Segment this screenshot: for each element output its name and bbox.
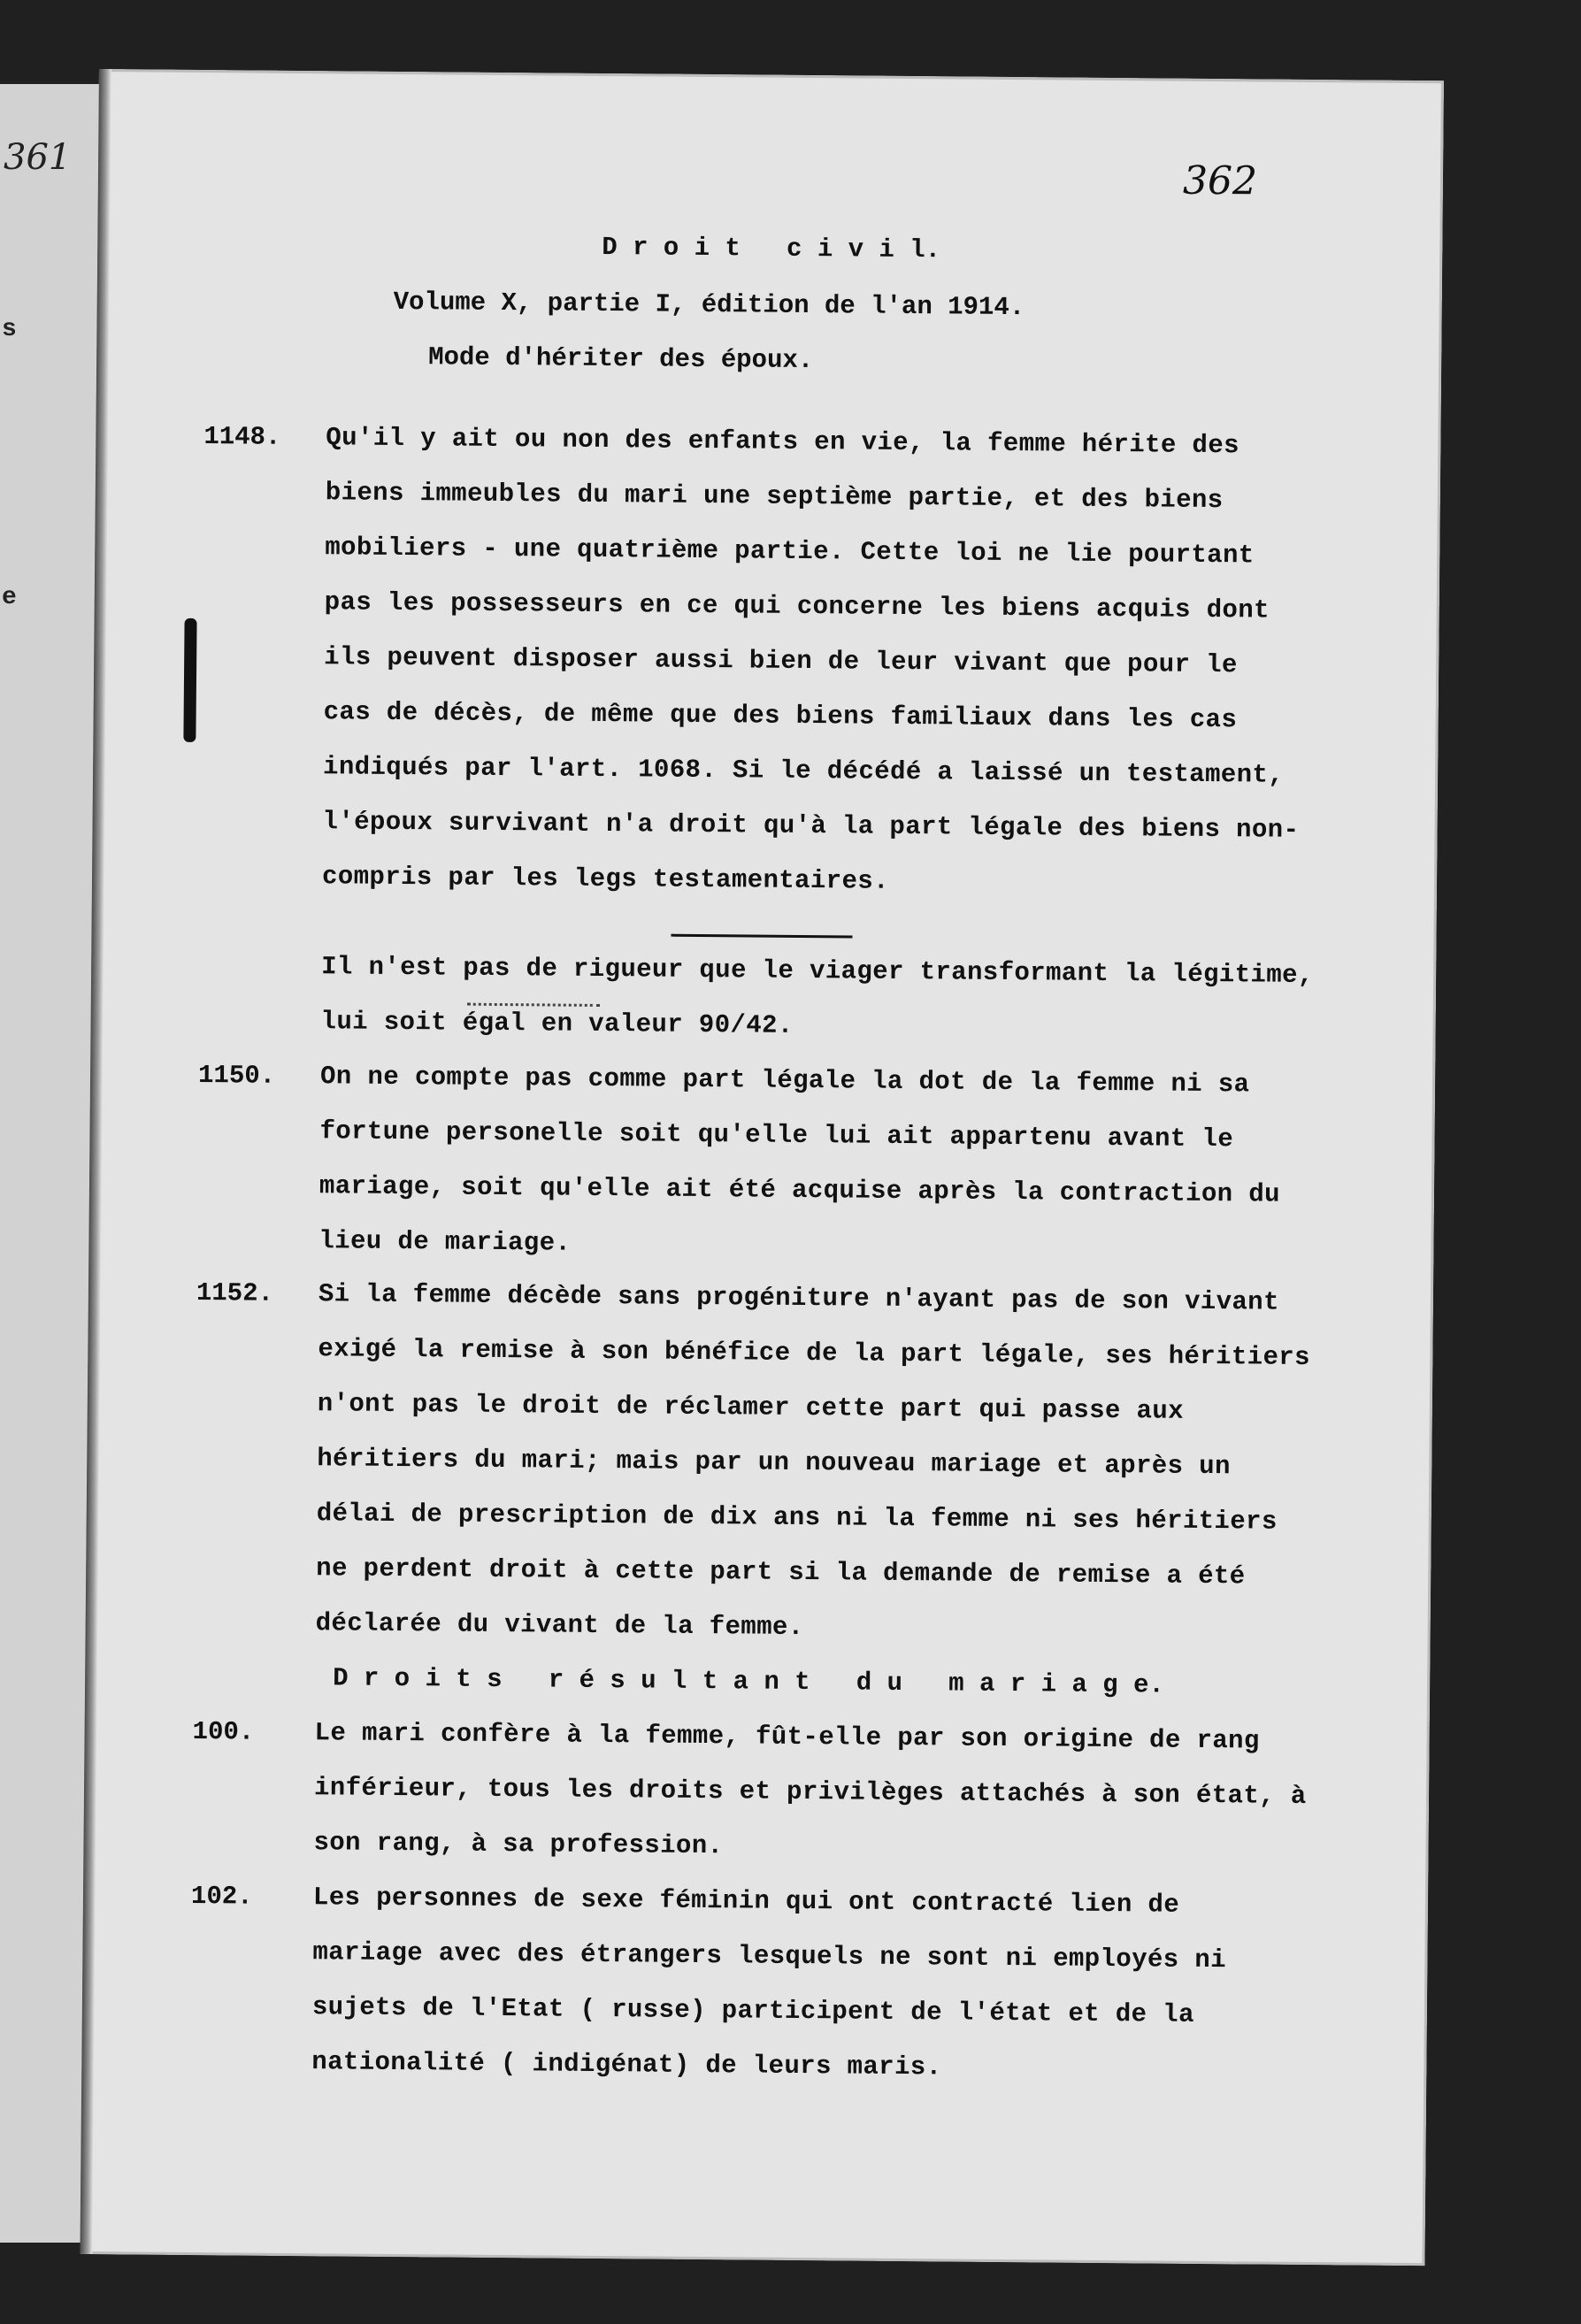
article-line: ils peuvent disposer aussi bien de leur vivant que pour le <box>324 642 1238 680</box>
article-line: ne perdent droit à cette part si la demande de remise a été <box>316 1553 1246 1592</box>
article-line: pas les possesseurs en ce qui concerne les biens acquis dont <box>324 587 1270 625</box>
note-line: lui soit égal en valeur 90/42. <box>320 1007 794 1040</box>
article-line: lieu de mariage. <box>319 1226 572 1258</box>
document-subtitle: Volume X, partie I, édition de l'an 1914. <box>393 287 1025 323</box>
article-line: cas de décès, de même que des biens familiaux dans les cas <box>323 697 1238 735</box>
previous-page-fragment: e <box>2 584 17 611</box>
article-line: nationalité ( indigénat) de leurs maris. <box>311 2047 942 2082</box>
article-line: Les personnes de sexe féminin qui ont contracté lien de <box>312 1883 1180 1920</box>
article-line: inférieur, tous les droits et privilèges attachés à son état, à <box>313 1773 1307 1811</box>
article-line: Si la femme décède sans progéniture n'ayant pas de son vivant <box>318 1279 1280 1317</box>
article-line: délai de prescription de dix ans ni la femme ni ses héritiers <box>316 1499 1278 1537</box>
article-number: 102. <box>190 1881 253 1912</box>
article-line: mobiliers - une quatrième partie. Cette loi ne lie pourtant <box>325 533 1255 571</box>
previous-page-number: 361 <box>4 137 72 178</box>
article-line: fortune personelle soit qu'elle lui ait appartenu avant le <box>319 1116 1234 1154</box>
previous-page-fragment: s <box>2 316 17 343</box>
article-line: compris par les legs testamentaires. <box>321 862 890 896</box>
article-line: mariage avec des étrangers lesquels ne sont ni employés ni <box>312 1937 1227 1975</box>
article-number: 1148. <box>203 422 281 452</box>
article-line: On ne compte pas comme part légale la dot de la femme ni sa <box>319 1062 1250 1100</box>
dotted-underline <box>467 1003 600 1007</box>
article-line: l'époux survivant n'a droit qu'à la part légale des biens non- <box>322 807 1300 845</box>
article-line: exigé la remise à son bénéfice de la part légale, ses héritiers <box>318 1334 1311 1373</box>
article-line: mariage, soit qu'elle ait été acquise après la contraction du <box>319 1171 1281 1209</box>
section-heading: Mode d'hériter des époux. <box>428 342 814 376</box>
article-line: Le mari confère à la femme, fût-elle par son origine de rang <box>314 1718 1260 1756</box>
article-line: n'ont pas le droit de réclamer cette part qui passe aux <box>317 1389 1185 1426</box>
article-line: indiqués par l'art. 1068. Si le décédé a laissé un testament, <box>322 752 1285 790</box>
article-line: biens immeubles du mari une septième partie, et des biens <box>325 478 1224 516</box>
document-page <box>80 69 1443 2266</box>
article-line: sujets de l'Etat ( russe) participent de l'état et de la <box>311 1992 1194 2029</box>
binding-mark <box>183 618 196 742</box>
article-number: 1152. <box>196 1278 274 1308</box>
section-heading: D r o i t s r é s u l t a n t d u m a r i a g e. <box>332 1663 1165 1700</box>
note-line: Il n'est pas de rigueur que le viager transformant la légitime, <box>321 952 1314 991</box>
document-title: D r o i t c i v i l. <box>602 232 941 265</box>
article-line: Qu'il y ait ou non des enfants en vie, la femme hérite des <box>326 423 1240 461</box>
article-line: héritiers du mari; mais par un nouveau mariage et après un <box>317 1444 1231 1482</box>
page-number: 362 <box>1182 157 1258 204</box>
article-number: 100. <box>192 1716 255 1747</box>
article-line: déclarée du vivant de la femme. <box>315 1608 804 1643</box>
article-line: son rang, à sa profession. <box>313 1828 724 1861</box>
separator-rule <box>671 934 852 939</box>
article-number: 1150. <box>197 1061 276 1091</box>
